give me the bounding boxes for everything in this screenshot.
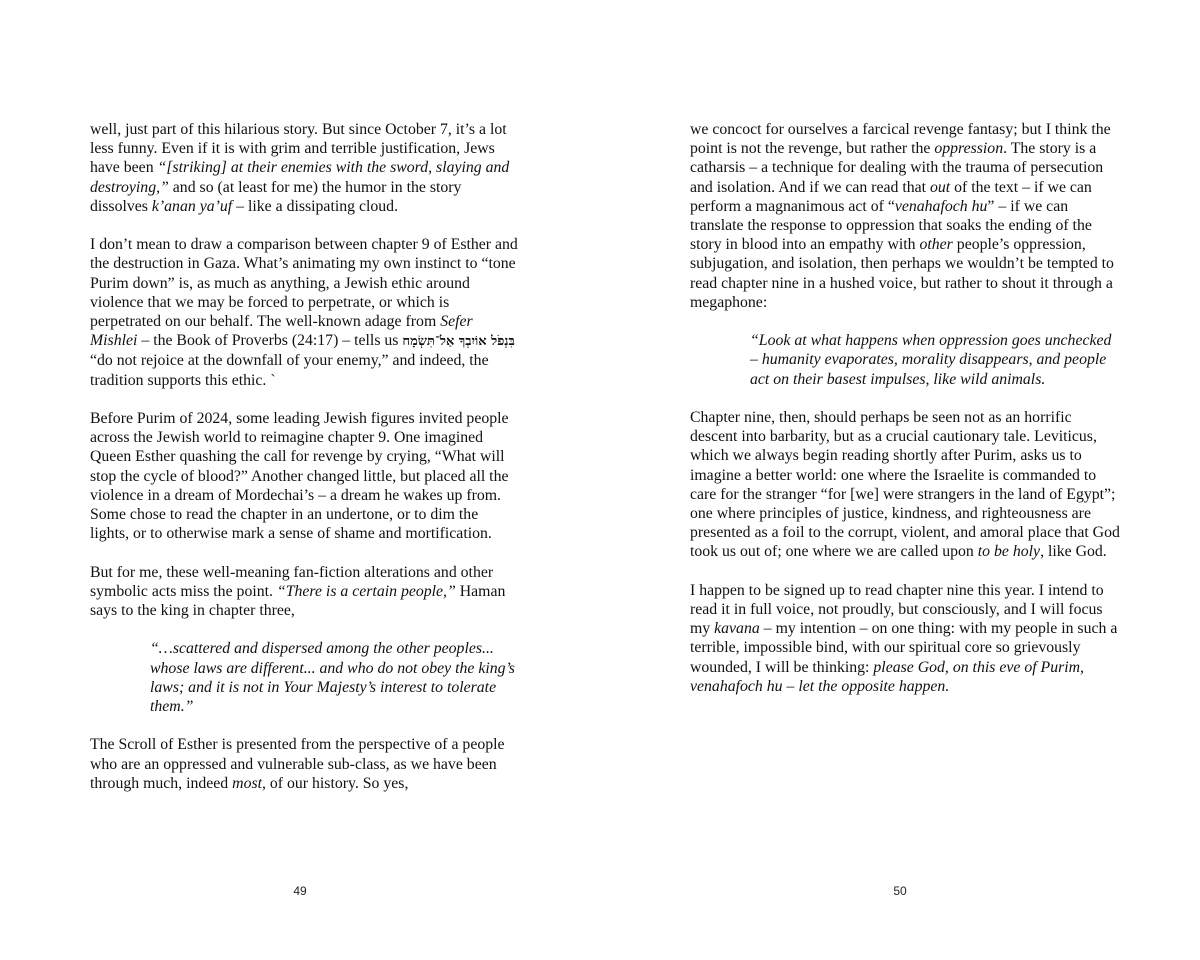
text-span: Haman says to the king in chapter three, [90,582,506,620]
text-span: well, just part of this hilarious story. But since October 7, it’s a lot less funny. Even if it is with grim and terrible justification, Jews have been [90,121,507,177]
italic-span: “There is a certain people,” [276,582,456,600]
right-block-quote: “Look at what happens when oppression goes unchecked – humanity evaporates, morality disappears, and people act on their basest impulses, like wild animals. [750,332,1112,388]
italic-span: oppression [934,140,1004,158]
italic-span: out [929,178,951,196]
text-span: ” – if we can translate the response to oppression that soaks the ending of the story in blood into an empathy with [690,197,1092,254]
left-paragraph-3: Before Purim of 2024, some leading Jewish figures invited people across the Jewish world to reimagine chapter 9. One imagined Queen Esther quashing the call for revenge by crying, “What will stop the cycle of blood?” Another changed little, but placed all the violence in a dream of Mordechai’s – a dream he wakes up from. Some chose to read the chapter in an undertone, or to dim the lights, or to otherwise mark a sense of shame and mortification. [90,410,509,543]
italic-span: Sefer Mishlei [90,313,473,350]
text-span: “do not rejoice at the downfall of your enemy,” and indeed, the tradition supports this ethic. ` [90,352,489,389]
left-paragraph-2 [90,235,520,390]
italic-span: kavana [714,620,760,638]
text-span: , like God. [1040,543,1107,561]
right-paragraph-2 [690,408,1120,562]
text-span: I don’t mean to draw a comparison between chapter 9 of Esther and the destruction in Gaza. What’s animating my own instinct to “tone Purim down” is, as much as anything, a Jewish ethic around violence that we may be forced to perpetrate, or which is perpetrated on our behalf. The well-known adage from [90,236,518,331]
italic-span: most [232,774,262,792]
text-span: . The story is a catharsis – a technique for dealing with the trauma of persecution and isolation. And if we can read that [690,140,1104,196]
right-page-number: 50 [893,884,907,898]
text-span: , of our history. So yes, [262,774,409,792]
left-paragraph-1 [90,120,520,216]
text-span: I happen to be signed up to read chapter nine this year. I intend to read it in full voice, not proudly, but consciously, and I will focus my [690,581,1104,638]
italic-span: venahafoch hu [894,197,988,215]
text-span: – the Book of Proverbs (24:17) – tells us [137,332,403,350]
left-page-text [90,120,520,812]
text-span: people’s oppression, subjugation, and isolation, then perhaps we wouldn’t be tempted to read chapter nine in a hushed voice, but rather to shout it through a megaphone: [690,236,1114,311]
right-page [600,0,1200,960]
text-span: and so (at least for me) the humor in the story dissolves [90,178,462,215]
text-span: The Scroll of Esther is presented from the perspective of a people who are an oppressed and vulnerable sub-class, as we have been through much, indeed [90,736,505,792]
text-span: But for me, these well-meaning fan-fiction alterations and other symbolic acts miss the point. [90,563,494,600]
text-span: we concoct for ourselves a farcical revenge fantasy; but I think the point is not the revenge, but rather the [690,121,1111,158]
hebrew-verse: בִּנְפֹל אוֹיִבְךָ אַל־תִּשְׂמָח [402,334,515,350]
right-paragraph-1 [690,120,1120,312]
left-paragraph-5 [90,735,520,793]
italic-span: k’anan ya’uf [151,197,233,215]
italic-span: “[striking] at their enemies with the sword, slaying and destroying,” [90,159,510,196]
left-block-quote: “…scattered and dispersed among the other peoples... whose laws are different... and who do not obey the king’s laws; and it is not in Your Majesty’s interest to tolerate them.” [150,640,515,716]
right-page-text [690,120,1120,715]
left-paragraph-4 [90,563,520,621]
text-span: Chapter nine, then, should perhaps be seen not as an horrific descent into barbarity, but as a crucial cautionary tale. Leviticus, which we always begin reading shortly after Purim, asks us to imagine a better world: one where the Israelite is commanded to care for the stranger “for [we] were strangers in the land of Egypt”; one where principles of justice, kindness, and righteousness are presented as a foil to the corrupt, violent, and amoral place that God took us out of; one where we are called upon [690,409,1120,561]
italic-span: other [919,236,953,254]
text-span: of the text – if we can perform a magnanimous act of “ [690,178,1092,215]
italic-span: to be holy [977,543,1041,561]
left-page-number: 49 [293,884,307,898]
italic-span: please God, on this eve of Purim, venahafoch hu – let the opposite happen. [690,658,1084,695]
text-span: – my intention – on one thing: with my people in such a terrible, impossible bind, with our spiritual core so grievously wounded, I will be thinking: [690,620,1118,676]
text-span: – like a dissipating cloud. [232,197,399,215]
right-paragraph-3 [690,581,1120,696]
